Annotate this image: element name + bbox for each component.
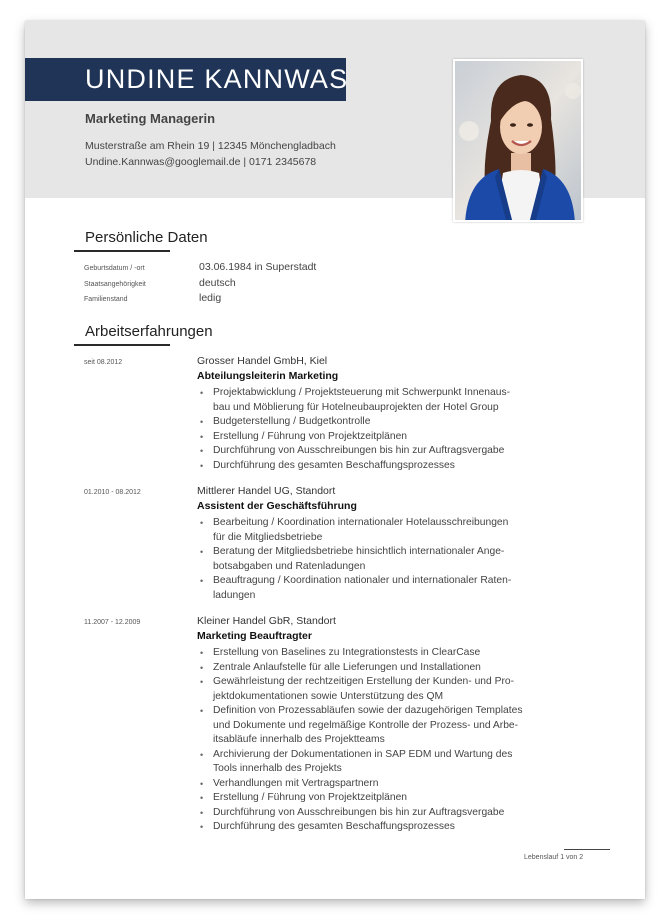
duty-item: Tools innerhalb des Projekts (213, 763, 342, 774)
personal-data-heading: Persönliche Daten (85, 229, 208, 246)
job-role: Marketing Beauftragter (197, 630, 312, 642)
duty-item: • Verhandlungen mit Vertragspartnern (213, 777, 533, 792)
duty-item: • Durchführung von Ausschreibungen bis hin zur Auftragsvergabe (213, 444, 533, 459)
footer-divider (564, 849, 610, 850)
birth-label: Geburtsdatum / -ort (84, 265, 145, 272)
job-company: Kleiner Handel GbR, Standort (197, 615, 336, 627)
job-role: Abteilungsleiterin Marketing (197, 370, 339, 382)
duty-item: • Gewährleistung der rechtzeitigen Erstellung der Kunden- und Pro- (213, 675, 533, 690)
job-duties-list (213, 646, 533, 835)
experience-heading: Arbeitserfahrungen (85, 323, 213, 340)
duty-item: bau und Möblierung für Hotelneubauprojekten der Hotel Group (213, 401, 499, 413)
duty-item: für die Mitgliedsbetriebe (213, 531, 323, 543)
duty-item: • Beauftragung / Koordination nationaler und internationaler Raten- (213, 574, 533, 589)
job-date: seit 08.2012 (84, 359, 123, 366)
job-title: Marketing Managerin (85, 111, 216, 126)
duty-item: • Beratung der Mitgliedsbetriebe hinsichtlich internationaler Ange- (213, 545, 533, 560)
duty-item: • Definition von Prozessabläufen sowie der dazugehörigen Templates (213, 704, 533, 719)
duty-item: jektdokumentationen sowie Unterstützung des QM (213, 690, 444, 702)
duty-item: • Erstellung / Führung von Projektzeitplänen (213, 791, 533, 806)
job-date: 01.2010 - 08.2012 (84, 489, 141, 496)
portrait-illustration (455, 61, 583, 222)
job-role: Assistent der Geschäftsführung (197, 500, 357, 512)
section-divider (74, 250, 170, 252)
marital-status-label: Familienstand (84, 296, 128, 303)
job-duties-list (213, 386, 533, 473)
duty-item: • Projektabwicklung / Projektsteuerung mit Schwerpunkt Innenaus- (213, 386, 533, 401)
job-company: Grosser Handel GmbH, Kiel (197, 355, 328, 367)
job-duties-list (213, 516, 533, 603)
duty-item: • Budgeterstellung / Budgetkontrolle (213, 415, 533, 430)
duty-item: ladungen (213, 589, 256, 601)
section-divider (74, 344, 170, 346)
duty-item: • Bearbeitung / Koordination internationaler Hotelausschreibungen (213, 516, 533, 531)
page-number: Lebenslauf 1 von 2 (524, 854, 584, 861)
birth-value: 03.06.1984 in Superstadt (199, 261, 317, 273)
duty-item: • Durchführung des gesamten Beschaffungsprozesses (213, 459, 533, 474)
job-company: Mittlerer Handel UG, Standort (197, 485, 336, 497)
duty-item: • Erstellung / Führung von Projektzeitplänen (213, 430, 533, 445)
nationality-label: Staatsangehörigkeit (84, 281, 146, 288)
duty-item: itsabläufe innerhalb des Projektteams (213, 734, 385, 745)
profile-photo (453, 59, 583, 222)
nationality-value: deutsch (199, 277, 236, 289)
duty-item: • Erstellung von Baselines zu Integrationstests in ClearCase (213, 646, 533, 661)
duty-item: und Dokumente und regelmäßige Kontrolle der Prozess- und Arbe- (213, 719, 519, 731)
resume-page (25, 21, 645, 899)
name-banner: UNDINE KANNWAS (25, 58, 346, 101)
duty-item: • Durchführung des gesamten Beschaffungsprozesses (213, 820, 533, 835)
address-line: Musterstraße am Rhein 19 | 12345 Mönchengladbach (85, 140, 336, 152)
duty-item: • Durchführung von Ausschreibungen bis hin zur Auftragsvergabe (213, 806, 533, 821)
email-phone-line: Undine.Kannwas@googlemail.de | 0171 2345678 (85, 156, 317, 168)
marital-status-value: ledig (199, 292, 222, 304)
duty-item: botsabgaben und Ratenladungen (213, 560, 366, 572)
duty-item: • Archivierung der Dokumentationen in SAP EDM und Wartung des (213, 748, 533, 763)
job-date: 11.2007 - 12.2009 (84, 619, 141, 626)
duty-item: • Zentrale Anlaufstelle für alle Lieferungen und Installationen (213, 661, 533, 676)
